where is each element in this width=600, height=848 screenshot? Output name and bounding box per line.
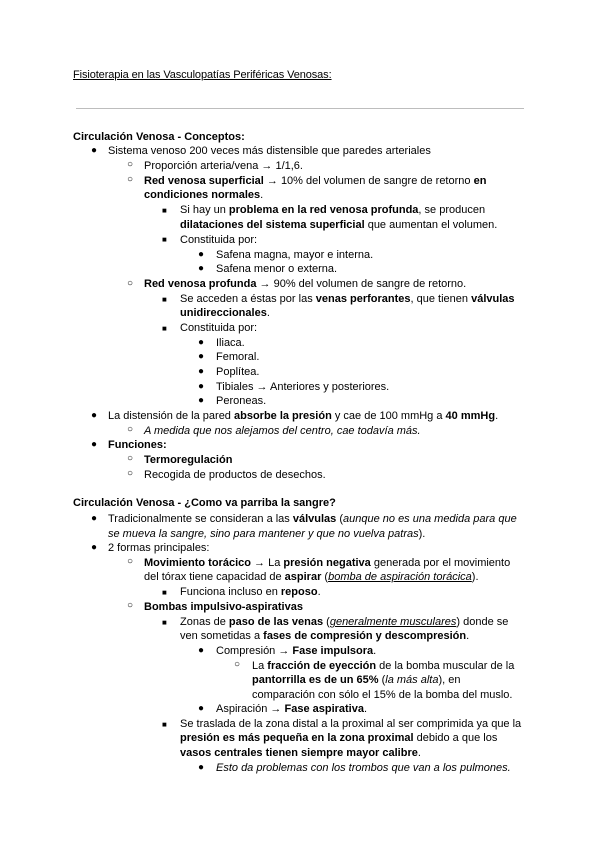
bullet-circle-icon: ○ [127, 424, 134, 435]
bullet-square-icon: ■ [162, 588, 167, 597]
text: debido a que los [413, 732, 498, 744]
list-item: Iliaca. [216, 337, 245, 349]
bullet-circle-icon: ○ [127, 556, 134, 567]
bold-text: fracción de eyección [267, 660, 377, 672]
text: ). [418, 528, 426, 540]
text: Tradicionalmente se consideran a las [108, 513, 293, 525]
bullet-disc-icon: ● [198, 703, 205, 714]
bullet-circle-icon: ○ [127, 453, 134, 464]
bold-text: condiciones normales [144, 189, 261, 201]
text: . [363, 703, 368, 715]
bold-text: dilataciones del sistema superficial [180, 219, 365, 231]
text: Si hay un [180, 204, 229, 216]
list-item: Peroneas. [216, 395, 267, 407]
text: ( [321, 571, 329, 583]
list-item [180, 292, 515, 306]
list-item: Sistema venoso 200 veces más distensible que paredes arteriales [108, 145, 431, 157]
section-heading-conceptos: Circulación Venosa - Conceptos: [73, 131, 245, 143]
bullet-circle-icon: ○ [127, 468, 134, 479]
bold-text: válvulas [471, 293, 515, 305]
text: generada por el movimiento [370, 557, 511, 569]
list-item: Bombas impulsivo-aspirativas [144, 601, 303, 613]
list-item [216, 644, 376, 658]
bullet-disc-icon: ● [91, 513, 98, 524]
list-item: Constituida por: [180, 234, 258, 246]
list-item: A medida que nos alejamos del centro, cae todavía más. [144, 425, 421, 437]
list-item-continuation [180, 746, 421, 760]
text: La distensión de la pared [108, 410, 234, 422]
text: ven sometidas a [180, 630, 264, 642]
bullet-disc-icon: ● [91, 410, 98, 421]
list-item: Femoral. [216, 351, 260, 363]
bullet-square-icon: ■ [162, 618, 167, 627]
text: . [266, 307, 270, 319]
text: . [260, 189, 264, 201]
list-item: Funciones: [108, 439, 167, 451]
underlined-italic-text: generalmente musculares [329, 616, 457, 628]
bullet-circle-icon: ○ [127, 600, 134, 611]
bold-text: pantorrilla es de un 65% [252, 674, 379, 686]
bold-text: unidireccionales [180, 307, 267, 319]
text: . [373, 645, 377, 657]
bullet-square-icon: ■ [162, 235, 167, 244]
bullet-disc-icon: ● [91, 542, 98, 553]
bullet-circle-icon: ○ [234, 659, 241, 670]
bullet-circle-icon: ○ [127, 278, 134, 289]
bullet-square-icon: ■ [162, 720, 167, 729]
list-item [144, 556, 510, 570]
list-item [144, 277, 466, 291]
text: y cae de 100 mmHg a [331, 410, 446, 422]
text: . [417, 747, 421, 759]
text: , se producen [418, 204, 486, 216]
italic-text: se mueva la sangre, sino para mantener y que no vuelva patras [108, 528, 419, 540]
list-item [108, 409, 498, 423]
text: Se acceden a éstas por las [180, 293, 316, 305]
list-item-continuation [180, 218, 497, 232]
list-item: Esto da problemas con los trombos que van a los pulmones. [216, 762, 511, 774]
list-item: 2 formas principales: [108, 542, 210, 554]
bullet-square-icon: ■ [162, 324, 167, 333]
bold-text: vasos centrales tienen siempre mayor calibre [180, 747, 418, 759]
text: → 90% del volumen de sangre de retorno. [256, 278, 467, 290]
text: del tórax tiene capacidad de [144, 571, 285, 583]
bold-text: Fase impulsora [292, 645, 374, 657]
bullet-disc-icon: ● [198, 762, 205, 773]
bullet-disc-icon: ● [198, 351, 205, 362]
text: . [317, 586, 321, 598]
list-item-continuation [252, 673, 461, 687]
bullet-disc-icon: ● [91, 145, 98, 156]
list-item-continuation [108, 527, 425, 541]
bullet-disc-icon: ● [91, 439, 98, 450]
list-item-continuation [180, 731, 497, 745]
text: ) donde se [456, 616, 509, 628]
underlined-italic-text: bomba de aspiración torácica [328, 571, 472, 583]
bold-text: 40 mmHg [445, 410, 496, 422]
bold-text: fases de compresión y descompresión [263, 630, 467, 642]
list-item [144, 174, 486, 188]
bold-text: problema en la red venosa profunda [228, 204, 419, 216]
list-item [108, 512, 517, 526]
list-item: Safena menor o externa. [216, 263, 338, 275]
bullet-square-icon: ■ [162, 206, 167, 215]
list-item: Poplítea. [216, 366, 260, 378]
text: ( [323, 616, 330, 628]
bullet-disc-icon: ● [198, 395, 205, 406]
list-item-continuation [180, 306, 270, 320]
list-item [180, 585, 321, 599]
text: . [495, 410, 499, 422]
bold-text: reposo [280, 586, 318, 598]
text: Zonas de [180, 616, 229, 628]
bullet-disc-icon: ● [198, 381, 205, 392]
section-heading-sangre: Circulación Venosa - ¿Como va parriba la sangre? [73, 497, 336, 509]
text: Aspiración → [216, 703, 285, 715]
text: ( [336, 513, 344, 525]
list-item-continuation [180, 629, 469, 643]
list-item-continuation: comparación con sólo el 15% de la bomba del muslo. [252, 689, 513, 701]
list-item: Se traslada de la zona distal a la proximal al ser comprimida ya que la [180, 718, 522, 730]
bold-text: Movimiento torácico [144, 557, 251, 569]
page-title: Fisioterapia en las Vasculopatías Periféricas Venosas: [73, 69, 332, 81]
bold-text: presión negativa [283, 557, 371, 569]
list-item [180, 615, 508, 629]
text: → La [250, 557, 284, 569]
bullet-disc-icon: ● [198, 645, 205, 656]
bullet-circle-icon: ○ [127, 174, 134, 185]
bold-text: válvulas [292, 513, 337, 525]
bullet-disc-icon: ● [198, 366, 205, 377]
bold-text: en [473, 175, 487, 187]
text: , que tienen [410, 293, 472, 305]
list-item-continuation [144, 188, 263, 202]
text: ). [471, 571, 479, 583]
bold-text: presión es más pequeña en la zona proximal [180, 732, 414, 744]
list-item: Proporción arteria/vena → 1/1,6. [144, 160, 303, 172]
bold-text: Red venosa superficial [144, 175, 264, 187]
bullet-circle-icon: ○ [127, 159, 134, 170]
text: Funciona incluso en [180, 586, 281, 598]
list-item: Recogida de productos de desechos. [144, 469, 326, 481]
list-item: Tibiales → Anteriores y posteriores. [216, 381, 390, 393]
horizontal-divider [76, 108, 524, 109]
bold-text: Red venosa profunda [144, 278, 257, 290]
bullet-disc-icon: ● [198, 249, 205, 260]
bullet-disc-icon: ● [198, 263, 205, 274]
bold-text: Fase aspirativa [284, 703, 364, 715]
text: Compresión → [216, 645, 293, 657]
bold-text: paso de las venas [228, 616, 324, 628]
italic-text: aunque no es una medida para que [343, 513, 517, 525]
list-item: Constituida por: [180, 322, 258, 334]
list-item-continuation [144, 570, 479, 584]
bullet-square-icon: ■ [162, 295, 167, 304]
list-item [180, 203, 485, 217]
list-item [252, 659, 514, 673]
list-item [216, 702, 367, 716]
text: → 10% del volumen de sangre de retorno [263, 175, 474, 187]
text: La [252, 660, 268, 672]
italic-text: la más alta [385, 674, 439, 686]
text: de la bomba muscular de la [376, 660, 515, 672]
bold-text: venas perforantes [315, 293, 411, 305]
text: que aumentan el volumen. [364, 219, 498, 231]
text: ( [378, 674, 386, 686]
list-item: Safena magna, mayor e interna. [216, 249, 374, 261]
text: . [466, 630, 470, 642]
bold-text: aspirar [284, 571, 322, 583]
bold-text: absorbe la presión [233, 410, 332, 422]
bullet-disc-icon: ● [198, 337, 205, 348]
text: ), en [438, 674, 461, 686]
list-item: Termoregulación [144, 454, 233, 466]
